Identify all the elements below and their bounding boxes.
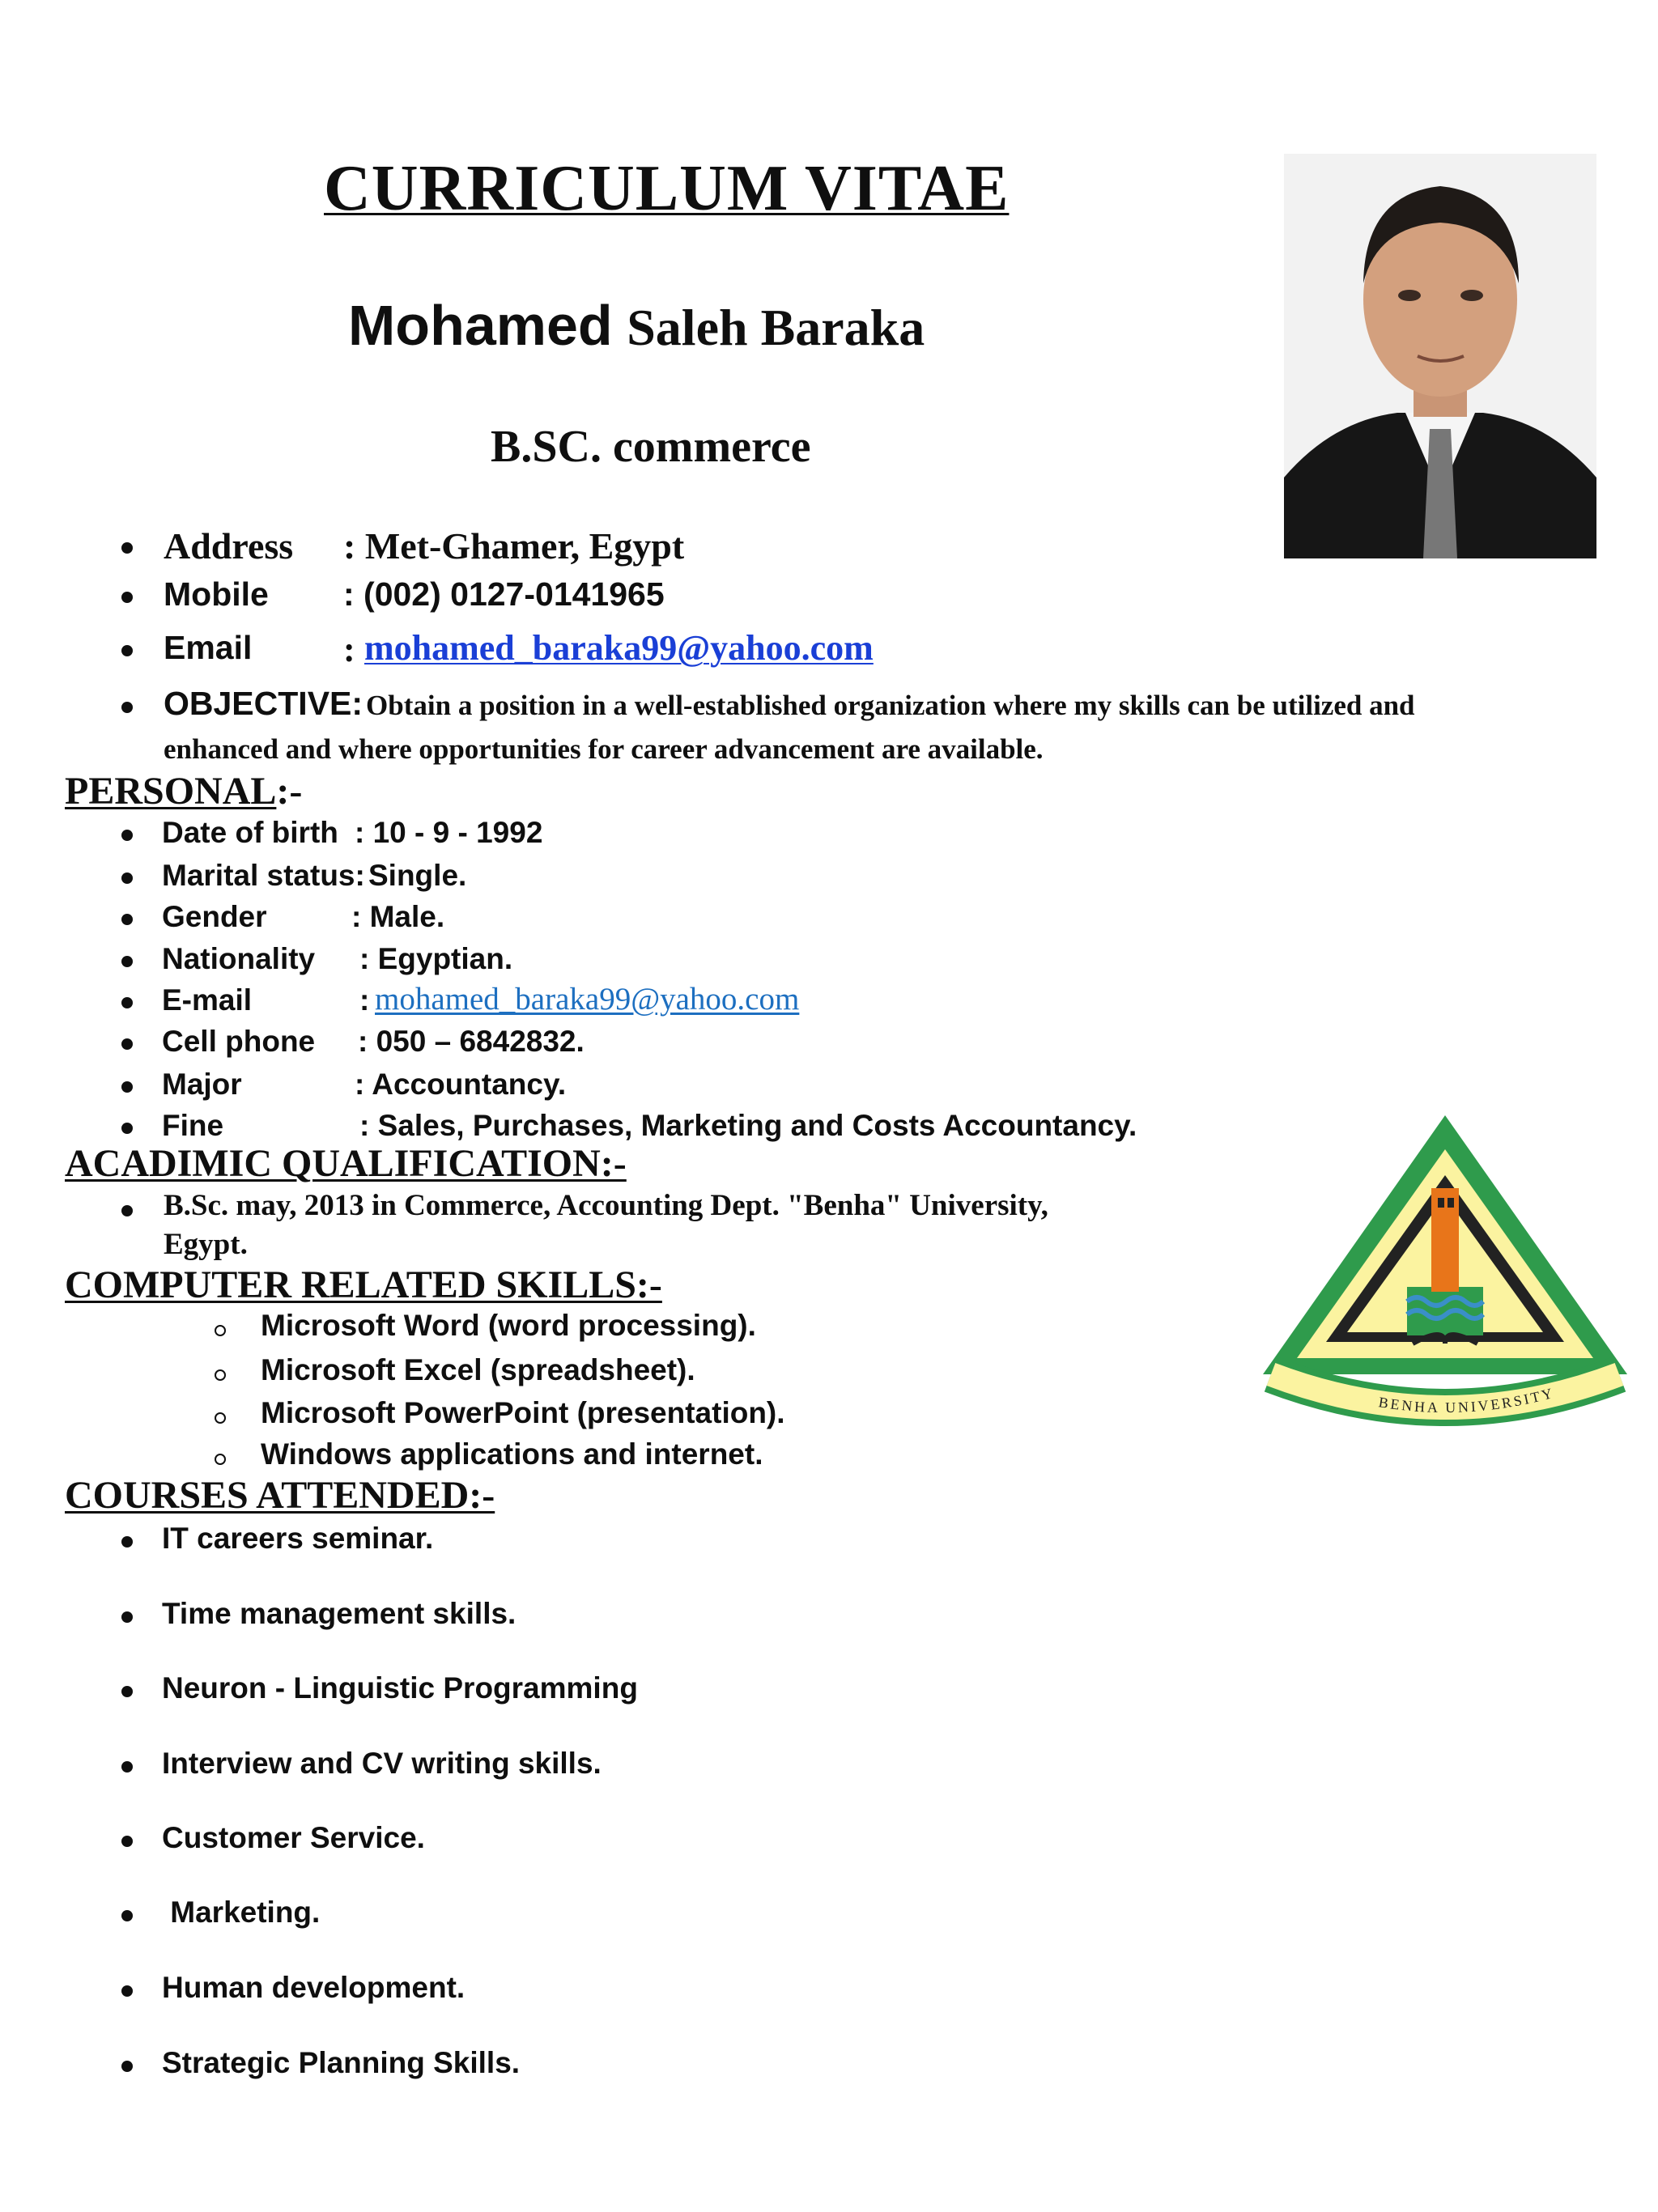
academic-line2: Egypt. (164, 1228, 248, 1261)
personal-label-fine: Fine (162, 1109, 224, 1142)
personal-label-gender: Gender (162, 900, 267, 933)
personal-label-cell: Cell phone (162, 1025, 316, 1058)
email-label: Email (164, 629, 253, 666)
circle-bullet-icon (215, 1325, 226, 1336)
bullet-icon (121, 1205, 133, 1216)
personal-label-nationality: Nationality (162, 942, 316, 975)
personal-value-email-colon: : (359, 983, 370, 1017)
bullet-icon (121, 1910, 133, 1921)
name-first: Mohamed (348, 294, 613, 357)
person-portrait-icon (1284, 154, 1596, 558)
circle-bullet-icon (215, 1412, 226, 1424)
personal-label-marital: Marital status: (162, 859, 365, 892)
objective-label: OBJECTIVE: (164, 685, 363, 722)
address-label: Address (164, 525, 294, 567)
bullet-icon (121, 830, 133, 841)
course-item: Neuron - Linguistic Programming (162, 1671, 638, 1705)
bullet-icon (121, 702, 133, 713)
bullet-icon (121, 1836, 133, 1847)
course-item: Marketing. (162, 1896, 321, 1929)
personal-label-major: Major (162, 1068, 242, 1101)
personal-value-gender: : Male. (351, 900, 445, 933)
mobile-label: Mobile (164, 575, 269, 613)
bullet-icon (121, 997, 133, 1008)
bullet-icon (121, 592, 133, 603)
computer-skill-item: Microsoft Excel (spreadsheet). (261, 1353, 695, 1386)
bullet-icon (121, 1123, 133, 1134)
personal-value-nationality: : Egyptian. (359, 942, 513, 975)
objective-line1: Obtain a position in a well-established organization where my skills can be utilized and (366, 690, 1415, 721)
courses-heading: COURSES ATTENDED:- (65, 1474, 495, 1517)
degree: B.SC. commerce (491, 422, 811, 472)
computer-skill-item: Windows applications and internet. (261, 1437, 763, 1471)
bullet-icon (121, 872, 133, 884)
logo-caption: BENHA UNIVERSITY (1377, 1384, 1557, 1416)
bullet-icon (121, 2061, 133, 2072)
email-colon: : (343, 630, 355, 669)
personal-label-dob: Date of birth (162, 816, 338, 849)
bullet-icon (121, 1038, 133, 1050)
computer-skill-item: Microsoft Word (word processing). (261, 1309, 756, 1342)
personal-value-fine: : Sales, Purchases, Marketing and Costs Accountancy. (359, 1109, 1137, 1142)
personal-email-link[interactable]: mohamed_baraka99@yahoo.com (375, 982, 800, 1017)
personal-heading: PERSONAL:- (65, 770, 303, 813)
circle-bullet-icon (215, 1454, 226, 1465)
email-link[interactable]: mohamed_baraka99@yahoo.com (364, 628, 874, 668)
bullet-icon (121, 914, 133, 925)
bullet-icon (121, 1761, 133, 1773)
applicant-name (348, 293, 925, 359)
objective-line2: enhanced and where opportunities for career advancement are available. (164, 733, 1044, 765)
computer-skill-item: Microsoft PowerPoint (presentation). (261, 1396, 785, 1429)
course-item: Customer Service. (162, 1821, 425, 1854)
personal-value-marital: Single. (368, 859, 467, 892)
bullet-icon (121, 1686, 133, 1697)
academic-heading: ACADIMIC QUALIFICATION:- (65, 1142, 627, 1185)
circle-bullet-icon (215, 1369, 226, 1381)
address-value: : Met-Ghamer, Egypt (343, 525, 685, 567)
computer-skills-heading: COMPUTER RELATED SKILLS:- (65, 1263, 662, 1306)
bullet-icon (121, 542, 133, 554)
personal-value-dob: : 10 - 9 - 1992 (355, 816, 543, 849)
cv-title: CURRICULUM VITAE (324, 153, 1010, 224)
course-item: Human development. (162, 1971, 466, 2004)
name-rest: Saleh Baraka (627, 299, 925, 356)
bullet-icon (121, 645, 133, 656)
bullet-icon (121, 1536, 133, 1548)
bullet-icon (121, 1081, 133, 1093)
academic-line1: B.Sc. may, 2013 in Commerce, Accounting Dept. "Benha" University, (164, 1189, 1048, 1222)
bullet-icon (121, 1985, 133, 1997)
course-item: IT careers seminar. (162, 1522, 434, 1555)
personal-value-major: : Accountancy. (355, 1068, 567, 1101)
mobile-value: : (002) 0127-0141965 (343, 575, 665, 613)
personal-value-cell: : 050 – 6842832. (358, 1025, 585, 1058)
university-emblem-icon (1247, 1101, 1643, 1441)
bullet-icon (121, 956, 133, 967)
course-item: Strategic Planning Skills. (162, 2046, 521, 2079)
objective (164, 685, 1415, 723)
bullet-icon (121, 1611, 133, 1623)
course-item: Interview and CV writing skills. (162, 1747, 602, 1780)
personal-label-email: E-mail (162, 983, 253, 1017)
profile-photo (1284, 154, 1596, 558)
benha-university-logo (1247, 1101, 1643, 1441)
course-item: Time management skills. (162, 1597, 517, 1630)
